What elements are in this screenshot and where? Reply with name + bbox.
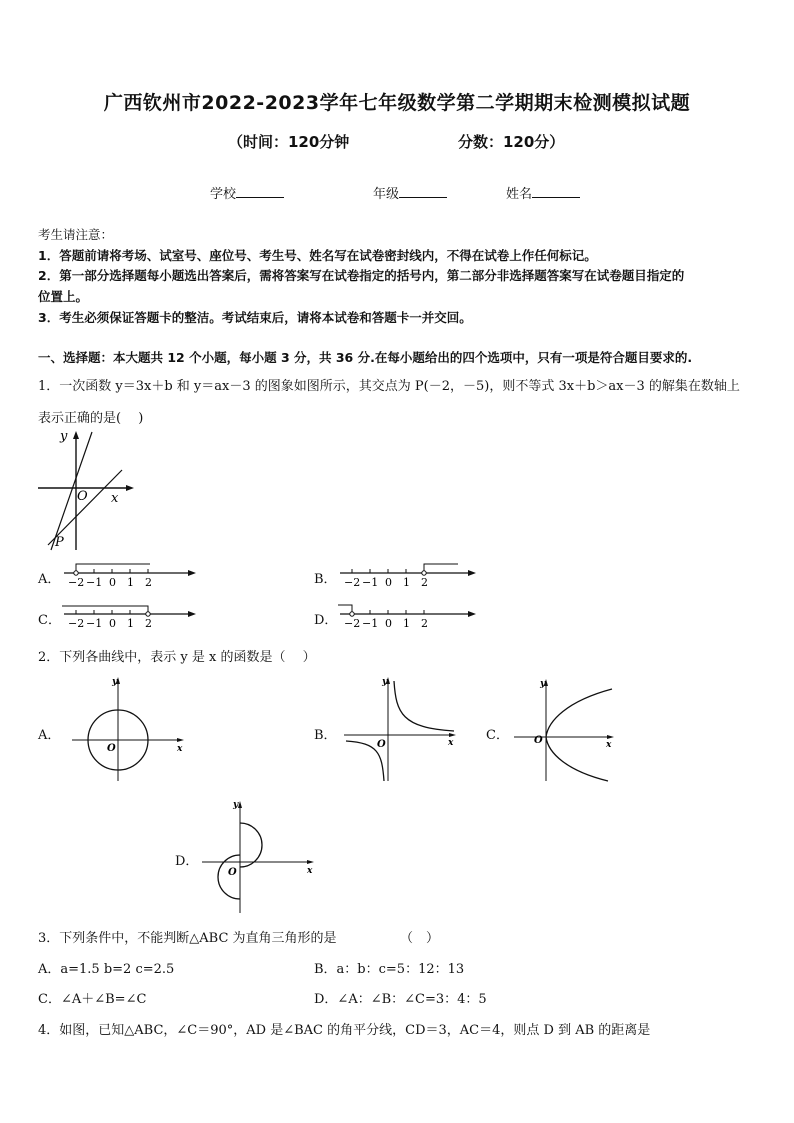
q1-stem: 1．一次函数 y＝3x＋b 和 y＝ax－3 的图象如图所示，其交点为 P(－2，－5)，则不等式 3x＋b＞ax－3 的解集在数轴上 (38, 379, 740, 394)
q3-stem: 3．下列条件中，不能判断△ABC 为直角三角形的是 (38, 931, 337, 946)
axis-y: y (112, 677, 118, 687)
axis-origin: O (534, 735, 543, 746)
q1-option-d-line[interactable] (336, 601, 481, 631)
tick-label: −1 (362, 576, 379, 589)
q2-option-c-label[interactable]: C． (486, 728, 509, 743)
school-field[interactable] (210, 183, 284, 202)
tick-label: 1 (403, 576, 410, 589)
notice-heading: 考生请注意： (38, 227, 114, 242)
tick-label: 1 (127, 576, 134, 589)
q1-option-a-line[interactable] (60, 560, 200, 590)
q2-option-a-graph[interactable] (70, 673, 190, 783)
q4-stem: 4．如图，已知△ABC，∠C＝90°，AD 是∠BAC 的角平分线，CD＝3，AC＝4，则点 D 到 AB 的距离是 (38, 1023, 651, 1038)
q3-option-a[interactable]: A．a=1.5 b=2 c=2.5 (38, 962, 175, 977)
tick-label: −1 (86, 617, 103, 630)
q2-option-b-graph[interactable] (342, 673, 462, 783)
tick-label: 2 (145, 617, 152, 630)
tick-label: 2 (421, 617, 428, 630)
notice-item: 1．答题前请将考场、试室号、座位号、考生号、姓名写在试卷密封线内，不得在试卷上作任何标记。 (38, 248, 597, 263)
axis-origin: O (377, 739, 386, 750)
graph-p-label: P (55, 535, 64, 550)
tick-label: 2 (145, 576, 152, 589)
q2-option-d-label[interactable]: D． (175, 854, 199, 869)
notice-item: 位置上。 (38, 289, 89, 304)
exam-time: （时间：120分钟 (228, 133, 350, 151)
q1-option-c-line[interactable] (60, 601, 200, 631)
q2-stem: 2．下列各曲线中，表示 y 是 x 的函数是（ ） (38, 650, 316, 665)
axis-y: y (233, 800, 239, 810)
axis-y: y (540, 679, 546, 689)
tick-label: −1 (362, 617, 379, 630)
q2-option-a-label[interactable]: A． (38, 728, 61, 743)
name-field[interactable] (506, 183, 580, 202)
graph-x-label: x (111, 491, 119, 506)
q2-option-b-label[interactable]: B． (314, 728, 337, 743)
q1-option-c-label[interactable]: C． (38, 613, 61, 628)
axis-x: x (606, 740, 612, 750)
axis-x: x (307, 866, 313, 876)
q3-option-c[interactable]: C．∠A＋∠B=∠C (38, 992, 147, 1007)
q3-option-b[interactable]: B．a：b：c=5：12：13 (314, 962, 465, 977)
tick-label: 0 (109, 576, 116, 589)
q3-paren: （ ） (400, 931, 440, 946)
page-title: 广西钦州市2022-2023学年七年级数学第二学期期末检测模拟试题 (103, 92, 691, 114)
grade-field[interactable] (373, 183, 447, 202)
section-heading: 一、选择题：本大题共 12 个小题，每小题 3 分，共 36 分.在每小题给出的四个选项中，只有一项是符合题目要求的. (38, 350, 693, 365)
tick-label: −1 (86, 576, 103, 589)
tick-label: −2 (344, 617, 361, 630)
axis-x: x (448, 738, 454, 748)
q2-option-d-graph[interactable] (200, 793, 320, 918)
axis-origin: O (228, 867, 237, 878)
q1-option-b-line[interactable] (336, 560, 481, 590)
tick-label: 0 (109, 617, 116, 630)
school-label: 学校 (210, 187, 237, 202)
name-label: 姓名 (506, 187, 533, 202)
exam-score: 分数：120分） (458, 133, 565, 151)
tick-label: 2 (421, 576, 428, 589)
q1-option-b-label[interactable]: B． (314, 572, 337, 587)
tick-label: −2 (68, 576, 85, 589)
grade-label: 年级 (373, 187, 400, 202)
q1-graph (36, 425, 136, 555)
axis-y: y (382, 677, 388, 687)
tick-label: −2 (344, 576, 361, 589)
q1-option-d-label[interactable]: D． (314, 613, 338, 628)
graph-y-label: y (60, 429, 68, 444)
notice-item: 3．考生必须保证答题卡的整洁。考试结束后，请将本试卷和答题卡一并交回。 (38, 310, 472, 325)
q2-option-c-graph[interactable] (512, 673, 622, 783)
tick-label: −2 (68, 617, 85, 630)
graph-origin-label: O (77, 489, 88, 504)
axis-x: x (177, 744, 183, 754)
q1-stem-cont: 表示正确的是( ) (38, 411, 144, 426)
tick-label: 0 (385, 576, 392, 589)
q3-option-d[interactable]: D．∠A：∠B：∠C=3：4：5 (314, 992, 487, 1007)
axis-origin: O (107, 743, 116, 754)
q1-option-a-label[interactable]: A． (38, 572, 61, 587)
tick-label: 1 (403, 617, 410, 630)
tick-label: 0 (385, 617, 392, 630)
tick-label: 1 (127, 617, 134, 630)
notice-item: 2．第一部分选择题每小题选出答案后，需将答案写在试卷指定的括号内，第二部分非选择题答案写在试卷题目指定的 (38, 268, 685, 283)
